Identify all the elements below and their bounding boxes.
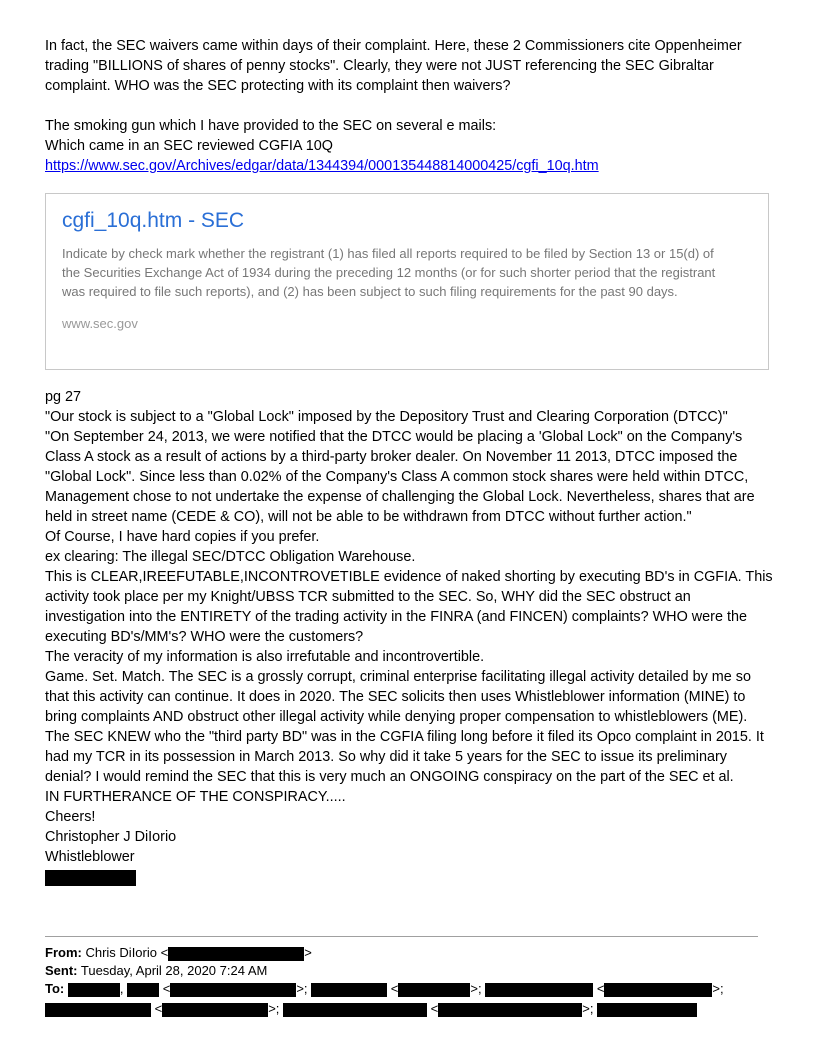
body-line: had my TCR in its possession in March 2013. So why did it take 5 years for the SEC to issue its preliminary <box>45 749 727 765</box>
redaction-block <box>45 870 136 886</box>
redaction-block <box>311 983 387 997</box>
body-line: investigation into the ENTIRETY of the trading activity in the FINRA (and FINCEN) complaints? WHO were the <box>45 609 747 625</box>
body-line: ex clearing: The illegal SEC/DTCC Obligation Warehouse. <box>45 549 416 565</box>
redaction-block <box>127 983 159 997</box>
redaction-block <box>45 1003 151 1017</box>
body-line: Game. Set. Match. The SEC is a grossly corrupt, criminal enterprise facilitating illegal activity detailed by me so <box>45 669 751 685</box>
smoking-gun-line: The smoking gun which I have provided to the SEC on several e mails: <box>45 118 497 134</box>
body-line: bring complaints AND obstruct other illegal activity while denying proper compensation to whistleblowers (ME). <box>45 709 748 725</box>
body-line: This is CLEAR,IREEFUTABLE,INCONTROVETIBLE evidence of naked shorting by executing BD's in CGFIA. This <box>45 569 773 585</box>
from-line <box>45 944 758 962</box>
body-line: The veracity of my information is also irrefutable and incontrovertible. <box>45 649 485 665</box>
sec-filing-link[interactable]: https://www.sec.gov/Archives/edgar/data/1344394/000135448814000425/cgfi_10q.htm <box>45 158 599 174</box>
intro-paragraph <box>45 36 742 96</box>
body-line: Of Course, I have hard copies if you prefer. <box>45 529 320 545</box>
body-line: denial? I would remind the SEC that this is very much an ONGOING conspiracy on the part of the SEC et al. <box>45 769 734 785</box>
body-line: IN FURTHERANCE OF THE CONSPIRACY..... <box>45 789 346 805</box>
redaction-block <box>438 1003 582 1017</box>
redaction-block <box>604 983 712 997</box>
body-line: Class A stock as a result of actions by a third-party broker dealer. On November 11 2013, DTCC imposed the <box>45 449 738 465</box>
redaction-block <box>68 983 120 997</box>
signature-title: Whistleblower <box>45 849 135 865</box>
redaction-block <box>398 983 470 997</box>
intro-line: In fact, the SEC waivers came within days of their complaint. Here, these 2 Commissioners cite Oppenheimer <box>45 38 742 54</box>
signature-name: Christopher J DiIorio <box>45 829 177 845</box>
forwarded-email-header <box>45 944 758 1018</box>
link-preview-card[interactable] <box>45 193 769 370</box>
body-line: Management chose to not undertake the expense of challenging the Global Lock. Nevertheless, shares that are <box>45 489 755 505</box>
from-close: > <box>304 945 312 960</box>
to-label: To: <box>45 981 65 996</box>
sent-label: Sent: <box>45 963 78 978</box>
redaction-block <box>170 983 296 997</box>
preview-card-title[interactable]: cgfi_10q.htm - SEC <box>62 209 245 232</box>
redaction-block <box>168 947 304 961</box>
redaction-block <box>162 1003 268 1017</box>
from-name: Chris DiIorio < <box>85 945 169 960</box>
intro-line: complaint. WHO was the SEC protecting with its complaint then waivers? <box>45 78 511 94</box>
sent-line <box>45 962 758 980</box>
body-line: held in street name (CEDE & CO), will not be able to be withdrawn from DTCC without further action." <box>45 509 692 525</box>
redaction-block <box>283 1003 427 1017</box>
body-line: "On September 24, 2013, we were notified that the DTCC would be placing a 'Global Lock" on the Company's <box>45 429 743 445</box>
signoff: Cheers! <box>45 809 96 825</box>
from-label: From: <box>45 945 82 960</box>
body-line: "Global Lock". Since less than 0.02% of the Company's Class A common stock shares were held within DTCC, <box>45 469 749 485</box>
to-line-continued: < >; < >; <box>45 1000 758 1018</box>
preview-card-description: Indicate by check mark whether the registrant (1) has filed all reports required to be filed by Section 13 or 15(d) of the Securities Exchange Act of 1934 during the preceding 12 months (or for such shorter period that the registrant was required to file such reports), and (2) has been subject to such filing requirements for the past 90 days. <box>62 246 716 299</box>
body-line: "Our stock is subject to a "Global Lock" imposed by the Depository Trust and Clearing Corporation (DTCC)" <box>45 409 728 425</box>
redaction-block <box>597 1003 697 1017</box>
body-line: activity took place per my Knight/UBSS TCR submitted to the SEC. So, WHY did the SEC obstruct an <box>45 589 691 605</box>
body-line: The SEC KNEW who the "third party BD" was in the CGFIA filing long before it filed its Opco complaint in 2015. It <box>45 729 764 745</box>
body-line: that this activity can continue. It does in 2020. The SEC solicits then uses Whistleblower information (MINE) to <box>45 689 746 705</box>
body-line: pg 27 <box>45 389 82 405</box>
intro-line: trading "BILLIONS of shares of penny stocks". Clearly, they were not JUST referencing the SEC Gibraltar <box>45 58 714 74</box>
header-divider <box>45 936 758 937</box>
sent-value: Tuesday, April 28, 2020 7:24 AM <box>80 963 268 978</box>
smoking-gun-line: Which came in an SEC reviewed CGFIA 10Q <box>45 138 333 154</box>
redaction-block <box>485 983 593 997</box>
email-body <box>45 387 773 888</box>
body-line: executing BD's/MM's? WHO were the customers? <box>45 629 364 645</box>
to-line: To: , < >; < >; < >; <box>45 981 724 996</box>
smoking-gun-paragraph <box>45 116 599 176</box>
preview-card-domain: www.sec.gov <box>62 316 138 331</box>
